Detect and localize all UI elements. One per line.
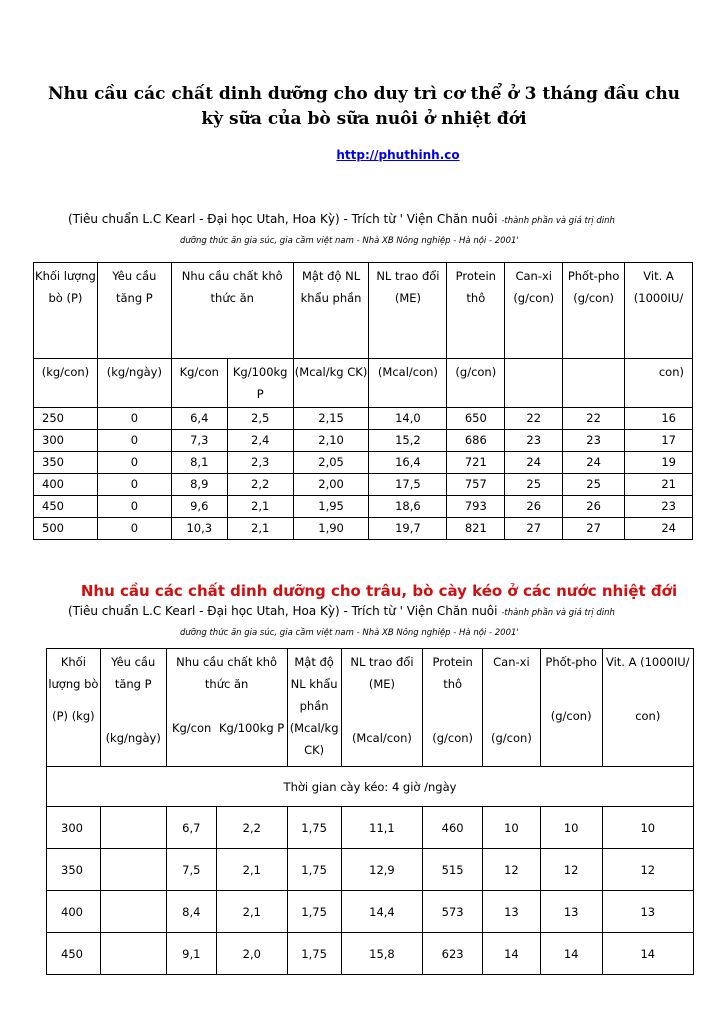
table-cell: 686 — [447, 430, 505, 452]
header-yeu-cau — [97, 263, 171, 359]
table-cell: 25 — [563, 474, 625, 496]
table-cell: 400 — [34, 474, 98, 496]
table-cell: 2,0 — [217, 933, 288, 975]
header-label: Nhu cầu chất khô thức ăn — [176, 655, 278, 691]
table-cell: 721 — [447, 452, 505, 474]
table-cell: 300 — [34, 430, 98, 452]
table-cell: 1,75 — [287, 891, 341, 933]
source-note-2 — [68, 604, 615, 618]
table-cell: 18,6 — [369, 496, 447, 518]
table-cell: 400 — [47, 891, 101, 933]
table-cell: 16,4 — [369, 452, 447, 474]
table-cell: 0 — [97, 496, 171, 518]
phase-row — [47, 767, 694, 807]
table-cell: 2,4 — [227, 430, 293, 452]
table-cell: 22 — [505, 408, 563, 430]
table-cell: 23 — [563, 430, 625, 452]
header-canxi — [505, 263, 563, 359]
header-label: Vit. A (1000IU/ — [633, 269, 684, 305]
table-cell: 1,90 — [293, 518, 369, 540]
table-cell — [100, 891, 166, 933]
table-row — [34, 452, 693, 474]
header-unit: con) — [635, 709, 661, 723]
header-unit: (g/con) — [491, 731, 532, 745]
table-cell: 26 — [505, 496, 563, 518]
table-cell: 515 — [423, 849, 483, 891]
unit-kgcon: Kg/con — [171, 359, 227, 408]
header-photpho — [540, 649, 602, 767]
table-cell: 19 — [625, 452, 693, 474]
table-cell: 6,4 — [171, 408, 227, 430]
table-row — [34, 430, 693, 452]
table-cell: 0 — [97, 408, 171, 430]
document-title: Nhu cầu các chất dinh dưỡng cho duy trì cơ thể ở 3 tháng đầu chu kỳ sữa của bò sữa nuôi ở nhiệt đới — [47, 84, 681, 129]
header-yeu-cau — [100, 649, 166, 767]
header-kg100: Kg/100kg P — [219, 721, 285, 735]
table-cell: 10,3 — [171, 518, 227, 540]
table-cell: 0 — [97, 452, 171, 474]
source-link[interactable]: http://phuthinh.co — [336, 148, 460, 162]
header-unit: (Mcal/con) — [351, 731, 412, 745]
table-cell: 2,2 — [227, 474, 293, 496]
table-cell: 17,5 — [369, 474, 447, 496]
header-label: Yêu cầu tăng P — [111, 655, 156, 691]
unit-nl: (Mcal/con) — [369, 359, 447, 408]
table-cell: 0 — [97, 474, 171, 496]
table-header-row — [34, 263, 693, 359]
table-cell: 1,75 — [287, 807, 341, 849]
header-unit: (kg/ngày) — [105, 731, 161, 745]
table-cell: 2,2 — [217, 807, 288, 849]
table-cell: 15,2 — [369, 430, 447, 452]
unit-yeucau: (kg/ngày) — [97, 359, 171, 408]
table-cell: 24 — [505, 452, 563, 474]
table-cell: 22 — [563, 408, 625, 430]
table-cell — [100, 807, 166, 849]
table-cell: 13 — [540, 891, 602, 933]
section-title-draft: Nhu cầu các chất dinh dưỡng cho trâu, bò cày kéo ở các nước nhiệt đới — [80, 582, 678, 600]
table-cell: 450 — [34, 496, 98, 518]
header-label: Can-xi (g/con) — [513, 269, 555, 305]
table-cell: 650 — [447, 408, 505, 430]
unit-kg100: Kg/100kg P — [227, 359, 293, 408]
table-cell: 2,5 — [227, 408, 293, 430]
unit-khoi: (kg/con) — [34, 359, 98, 408]
header-photpho — [563, 263, 625, 359]
table-cell: 11,1 — [341, 807, 423, 849]
table-cell: 0 — [97, 518, 171, 540]
header-protein — [423, 649, 483, 767]
table-cell: 573 — [423, 891, 483, 933]
maintenance-nutrient-table — [33, 262, 693, 540]
table-cell: 2,1 — [217, 891, 288, 933]
table-cell: 757 — [447, 474, 505, 496]
header-subrow — [167, 717, 287, 739]
table-cell: 15,8 — [341, 933, 423, 975]
source-note-2-line2: dưỡng thức ăn gia súc, gia cầm việt nam - Nhà XB Nông nghiệp - Hà nội - 2001' — [180, 628, 519, 638]
table-cell: 1,75 — [287, 933, 341, 975]
header-nl — [341, 649, 423, 767]
table-cell: 9,6 — [171, 496, 227, 518]
table-row — [47, 807, 694, 849]
table-cell: 23 — [625, 496, 693, 518]
table-cell: 2,1 — [227, 518, 293, 540]
table-cell: 14,0 — [369, 408, 447, 430]
table-cell: 250 — [34, 408, 98, 430]
source-note-line2: dưỡng thức ăn gia súc, gia cầm việt nam - Nhà XB Nông nghiệp - Hà nội - 2001' — [180, 236, 519, 246]
table-row — [34, 496, 693, 518]
table-cell: 8,1 — [171, 452, 227, 474]
table-cell: 24 — [563, 452, 625, 474]
header-nhu-cau — [166, 649, 287, 767]
source-note — [68, 212, 615, 226]
unit-photpho — [563, 359, 625, 408]
table-cell: 17 — [625, 430, 693, 452]
header-unit: (g/con) — [550, 709, 592, 723]
table-row — [47, 849, 694, 891]
table-cell: 0 — [97, 430, 171, 452]
table-row — [47, 933, 694, 975]
table-cell: 9,1 — [166, 933, 216, 975]
unit-canxi — [505, 359, 563, 408]
table-cell: 12,9 — [341, 849, 423, 891]
table-cell: 10 — [483, 807, 541, 849]
table-cell: 2,15 — [293, 408, 369, 430]
header-label: Mật độ NL khẩu phần — [300, 269, 362, 305]
table-cell: 16 — [625, 408, 693, 430]
table-cell — [100, 849, 166, 891]
table-header-row — [47, 649, 694, 767]
table-cell: 10 — [602, 807, 693, 849]
table-cell: 2,10 — [293, 430, 369, 452]
header-nhu-cau — [171, 263, 293, 359]
table-cell: 7,5 — [166, 849, 216, 891]
header-khoi-luong — [47, 649, 101, 767]
table-cell: 12 — [540, 849, 602, 891]
table-cell: 13 — [483, 891, 541, 933]
table-cell: 623 — [423, 933, 483, 975]
header-label: NL trao đổi (ME) — [376, 269, 440, 305]
header-unit: (Mcal/kg CK) — [289, 721, 339, 757]
header-protein — [447, 263, 505, 359]
table-unit-row — [34, 359, 693, 408]
header-label: Vit. A (1000IU/ — [605, 655, 690, 669]
table-cell: 500 — [34, 518, 98, 540]
header-unit: (g/con) — [432, 731, 474, 745]
table-cell: 25 — [505, 474, 563, 496]
header-label: Khối lượng bò (P) — [35, 269, 96, 305]
table-cell: 460 — [423, 807, 483, 849]
header-label: Nhu cầu chất khô thức ăn — [181, 269, 283, 305]
header-label: Phốt-pho (g/con) — [567, 269, 620, 305]
table-cell: 19,7 — [369, 518, 447, 540]
table-cell: 2,1 — [227, 496, 293, 518]
table-cell: 12 — [602, 849, 693, 891]
header-vita — [602, 649, 693, 767]
table-row — [34, 518, 693, 540]
header-nl — [369, 263, 447, 359]
table-cell: 350 — [47, 849, 101, 891]
header-label: Mật độ NL khẩu phần — [290, 655, 338, 713]
header-unit: (P) (kg) — [52, 709, 95, 723]
table-cell: 14 — [602, 933, 693, 975]
table-cell: 24 — [625, 518, 693, 540]
table-row — [34, 408, 693, 430]
table-cell: 450 — [47, 933, 101, 975]
header-label: Yêu cầu tăng P — [112, 269, 157, 305]
header-canxi — [483, 649, 541, 767]
source-note-main: (Tiêu chuẩn L.C Kearl - Đại học Utah, Hoa Kỳ) - Trích từ ' Viện Chăn nuôi — [68, 212, 502, 226]
table-cell: 14,4 — [341, 891, 423, 933]
header-label: NL trao đổi (ME) — [350, 655, 414, 691]
source-note-main: (Tiêu chuẩn L.C Kearl - Đại học Utah, Hoa Kỳ) - Trích từ ' Viện Chăn nuôi — [68, 604, 502, 618]
table-cell: 1,75 — [287, 849, 341, 891]
header-label: Khối lượng bò — [48, 655, 99, 691]
table-cell: 14 — [483, 933, 541, 975]
table-cell: 27 — [563, 518, 625, 540]
header-kgcon: Kg/con — [171, 721, 212, 735]
table-cell: 1,95 — [293, 496, 369, 518]
header-label: Phốt-pho — [545, 655, 597, 669]
header-khoi-luong — [34, 263, 98, 359]
table-cell: 300 — [47, 807, 101, 849]
draft-nutrient-table — [46, 648, 694, 975]
header-label: Protein thô — [455, 269, 496, 305]
header-label: Can-xi — [493, 655, 530, 669]
table-cell: 821 — [447, 518, 505, 540]
header-label: Protein thô — [432, 655, 473, 691]
phase-label: Thời gian cày kéo: 4 giờ /ngày — [47, 767, 694, 807]
header-mat-do — [293, 263, 369, 359]
unit-matdo: (Mcal/kg CK) — [293, 359, 369, 408]
table-cell: 10 — [540, 807, 602, 849]
table-cell: 2,3 — [227, 452, 293, 474]
table-cell: 2,00 — [293, 474, 369, 496]
table-cell: 21 — [625, 474, 693, 496]
table-cell: 8,4 — [166, 891, 216, 933]
table-cell: 12 — [483, 849, 541, 891]
unit-vita: con) — [625, 359, 693, 408]
table-row — [34, 474, 693, 496]
table-cell: 23 — [505, 430, 563, 452]
source-note-small: -thành phần và giá trị dinh — [501, 216, 615, 226]
source-note-small: -thành phần và giá trị dinh — [501, 608, 615, 618]
table-cell: 7,3 — [171, 430, 227, 452]
table-cell: 793 — [447, 496, 505, 518]
table-cell: 6,7 — [166, 807, 216, 849]
header-mat-do — [287, 649, 341, 767]
table-cell: 26 — [563, 496, 625, 518]
table-cell: 27 — [505, 518, 563, 540]
unit-protein: (g/con) — [447, 359, 505, 408]
table-cell: 8,9 — [171, 474, 227, 496]
header-vita — [625, 263, 693, 359]
table-cell: 2,05 — [293, 452, 369, 474]
table-cell: 2,1 — [217, 849, 288, 891]
table-row — [47, 891, 694, 933]
table-cell: 350 — [34, 452, 98, 474]
table-cell — [100, 933, 166, 975]
table-cell: 13 — [602, 891, 693, 933]
table-cell: 14 — [540, 933, 602, 975]
